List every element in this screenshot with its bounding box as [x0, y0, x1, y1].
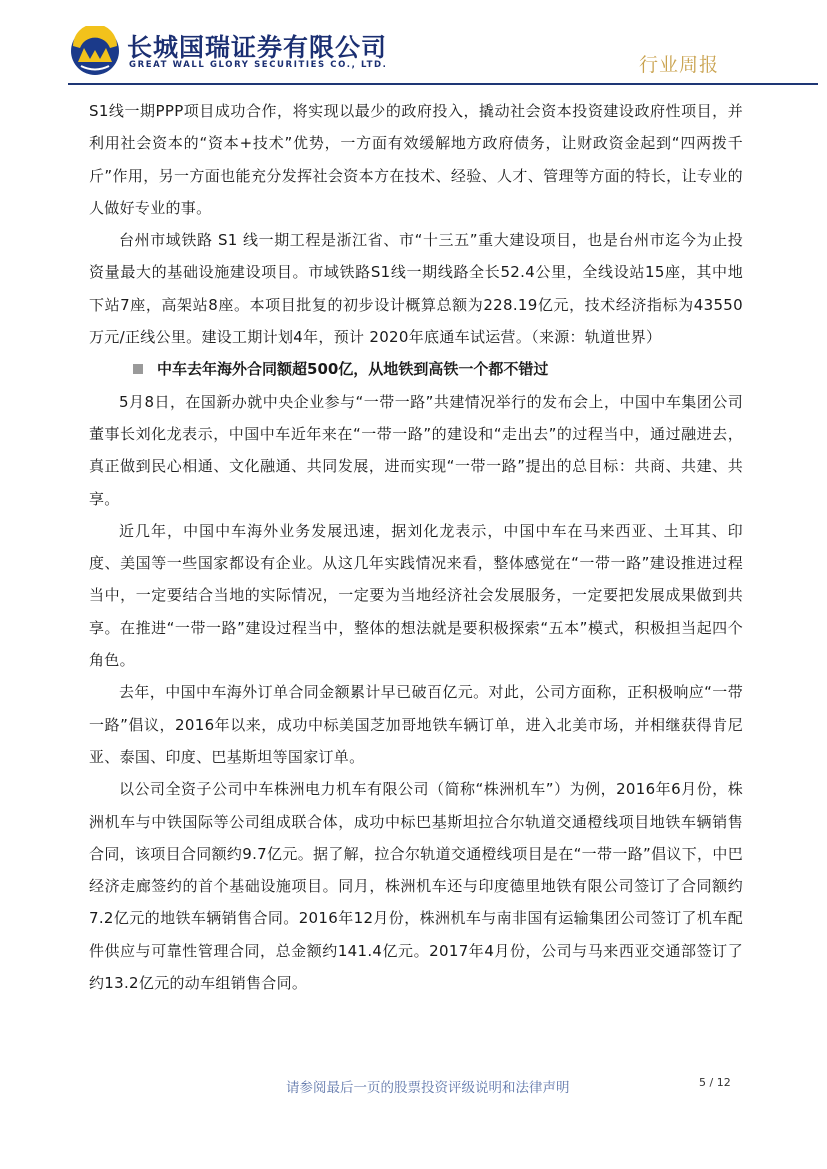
page-header — [0, 0, 827, 90]
header-rule — [68, 83, 818, 85]
paragraph-4: 近几年，中国中车海外业务发展迅速，据刘化龙表示，中国中车在马来西亚、土耳其、印度、美国等一些国家都设有企业。从这几年实践情况来看，整体感觉在“一带一路”建设推进过程当中，一定要结合当地的实际情况，一定要为当地经济社会发展服务，一定要把发展成果做到共享。在推进“一带一路”建设过程当中，整体的想法就是要积极探索“五本”模式，积极担当起四个角色。 — [89, 521, 743, 670]
paragraph-1: S1线一期PPP项目成功合作，将实现以最少的政府投入，撬动社会资本投资建设政府性项目，并利用社会资本的“资本+技术”优势，一方面有效缓解地方政府债务，让财政资金起到“四两拨千斤”作用，另一方面也能充分发挥社会资本方在技术、经验、人才、管理等方面的特长，让专业的人做好专业的事。 — [89, 102, 743, 217]
company-name-cn: 长城国瑞证券有限公司 — [127, 33, 388, 62]
section-heading — [89, 353, 743, 385]
article-body — [89, 95, 743, 999]
paragraph-5: 去年，中国中车海外订单合同金额累计早已破百亿元。对此，公司方面称，正积极响应“一带一路”倡议，2016年以来，成功中标美国芝加哥地铁车辆订单，进入北美市场，并相继获得肯尼亚、泰国、印度、巴基斯坦等国家订单。 — [89, 683, 743, 766]
paragraph-6: 以公司全资子公司中车株洲电力机车有限公司（简称“株洲机车”）为例，2016年6月份，株洲机车与中铁国际等公司组成联合体，成功中标巴基斯坦拉合尔轨道交通橙线项目地铁车辆销售合同，该项目合同额约9.7亿元。据了解，拉合尔轨道交通橙线项目是在“一带一路”倡议下，中巴经济走廊签约的首个基础设施项目。同月，株洲机车还与印度德里地铁有限公司签订了合同额约7.2亿元的地铁车辆销售合同。2016年12月份，株洲机车与南非国有运输集团公司签订了机车配件供应与可靠性管理合同，总金额约141.4亿元。2017年4月份，公司与马来西亚交通部签订了约13.2亿元的动车组销售合同。 — [89, 780, 743, 993]
page-number: 5 / 12 — [699, 1076, 731, 1089]
section-heading-text: 中车去年海外合同额超500亿，从地铁到高铁一个都不错过 — [157, 360, 549, 379]
company-logo-icon — [70, 26, 120, 76]
disclaimer-link: 请参阅最后一页的股票投资评级说明和法律声明 — [286, 1080, 570, 1096]
company-name-en: GREAT WALL GLORY SECURITIES CO., LTD. — [129, 60, 388, 70]
paragraph-2: 台州市域铁路 S1 线一期工程是浙江省、市“十三五”重大建设项目，也是台州市迄今为止投资量最大的基础设施建设项目。市域铁路S1线一期线路全长52.4公里，全线设站15座，其中地下站7座，高架站8座。本项目批复的初步设计概算总额为228.19亿元，技术经济指标为43550万元/正线公里。建设工期计划4年，预计 2020年底通车试运营。（来源：轨道世界） — [89, 231, 743, 347]
report-type: 行业周报 — [638, 54, 719, 76]
page-footer — [0, 1050, 827, 1110]
paragraph-3: 5月8日，在国新办就中央企业参与“一带一路”共建情况举行的发布会上，中国中车集团公司董事长刘化龙表示，中国中车近年来在“一带一路”的建设和“走出去”的过程当中，通过融进去，真正做到民心相通、文化融通、共同发展，进而实现“一带一路”提出的总目标：共商、共建、共享。 — [89, 392, 743, 508]
square-bullet-icon — [133, 364, 143, 374]
